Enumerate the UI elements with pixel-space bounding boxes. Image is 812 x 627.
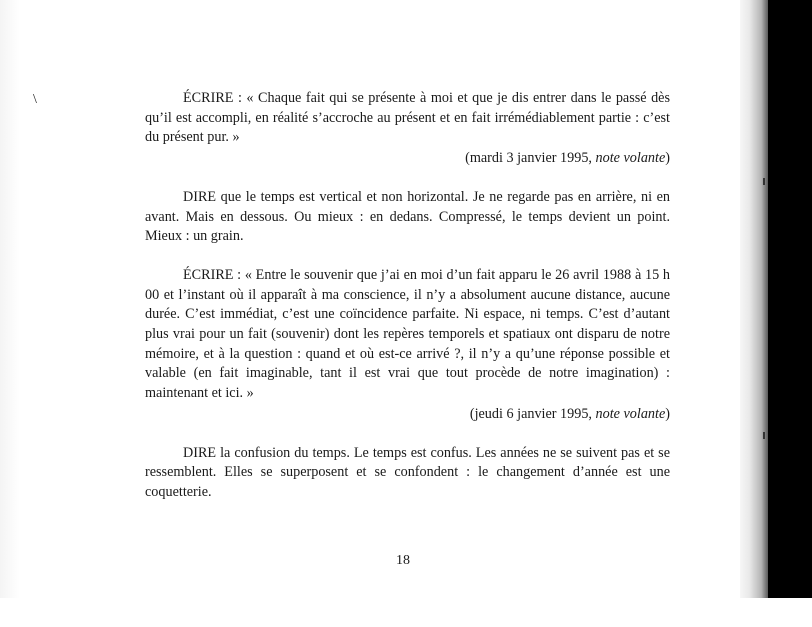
paragraph-gap [145,425,670,444]
source-citation-1 [145,148,670,169]
source-note-1: note volante [595,150,666,167]
paragraph-dire-2: DIRE la confusion du temps. Le temps est confus. Les années ne se suivent pas et se ressemblent. Elles se superposent et se confondent : le changement d’année est une coquetterie. [145,444,670,500]
edge-tick [763,432,765,439]
paragraph-gap [145,247,670,266]
scan-bottom-margin [0,598,812,627]
page-body [145,89,670,503]
paragraph-ecrire-2: ÉCRIRE : « Entre le souvenir que j’ai en moi d’un fait apparu le 26 avril 1988 à 15 h 00 et l’instant où il apparaît à ma conscience, il n’y a absolument aucune distance, aucune durée. C’est immédiat, c’est une coïncidence parfaite. Ni espace, ni temps. C’est d’autant plus vrai pour un fait (souvenir) dont les repères temporels et spatiaux ont disparu de notre mémoire, et à la question : quand et où est-ce arrivé ?, il n’y a qu’une réponse possible et valable (en fait imaginable, tant il est vrai que tout procède de notre imagination) : maintenant et ici. » [145,266,670,402]
paragraph-gap [145,169,670,188]
paragraph-ecrire-1: ÉCRIRE : « Chaque fait qui se présente à moi et que je dis entrer dans le passé dès qu’il est accompli, en réalité s’accroche au présent et en fait irrémédiablement partie : c’est du présent pur. » [145,90,670,146]
margin-mark: \ [33,92,37,107]
source-note-2: note volante [595,405,666,422]
paragraph-dire-1: DIRE que le temps est vertical et non horizontal. Je ne regarde pas en arrière, ni en avant. Mais en dessous. Ou mieux : en dedans. Compressé, le temps devient un point. Mieux : un grain. [145,188,670,245]
source-date-2: (jeudi 6 janvier 1995, [469,405,596,422]
source-date-1: (mardi 3 janvier 1995, [465,150,596,167]
scanner-background [766,0,812,627]
source-close-2: ) [665,405,670,422]
page-left-edge [0,0,20,627]
page-number: 18 [396,553,410,568]
edge-tick [763,178,765,185]
source-citation-2 [145,404,670,425]
source-close-1: ) [665,150,670,167]
